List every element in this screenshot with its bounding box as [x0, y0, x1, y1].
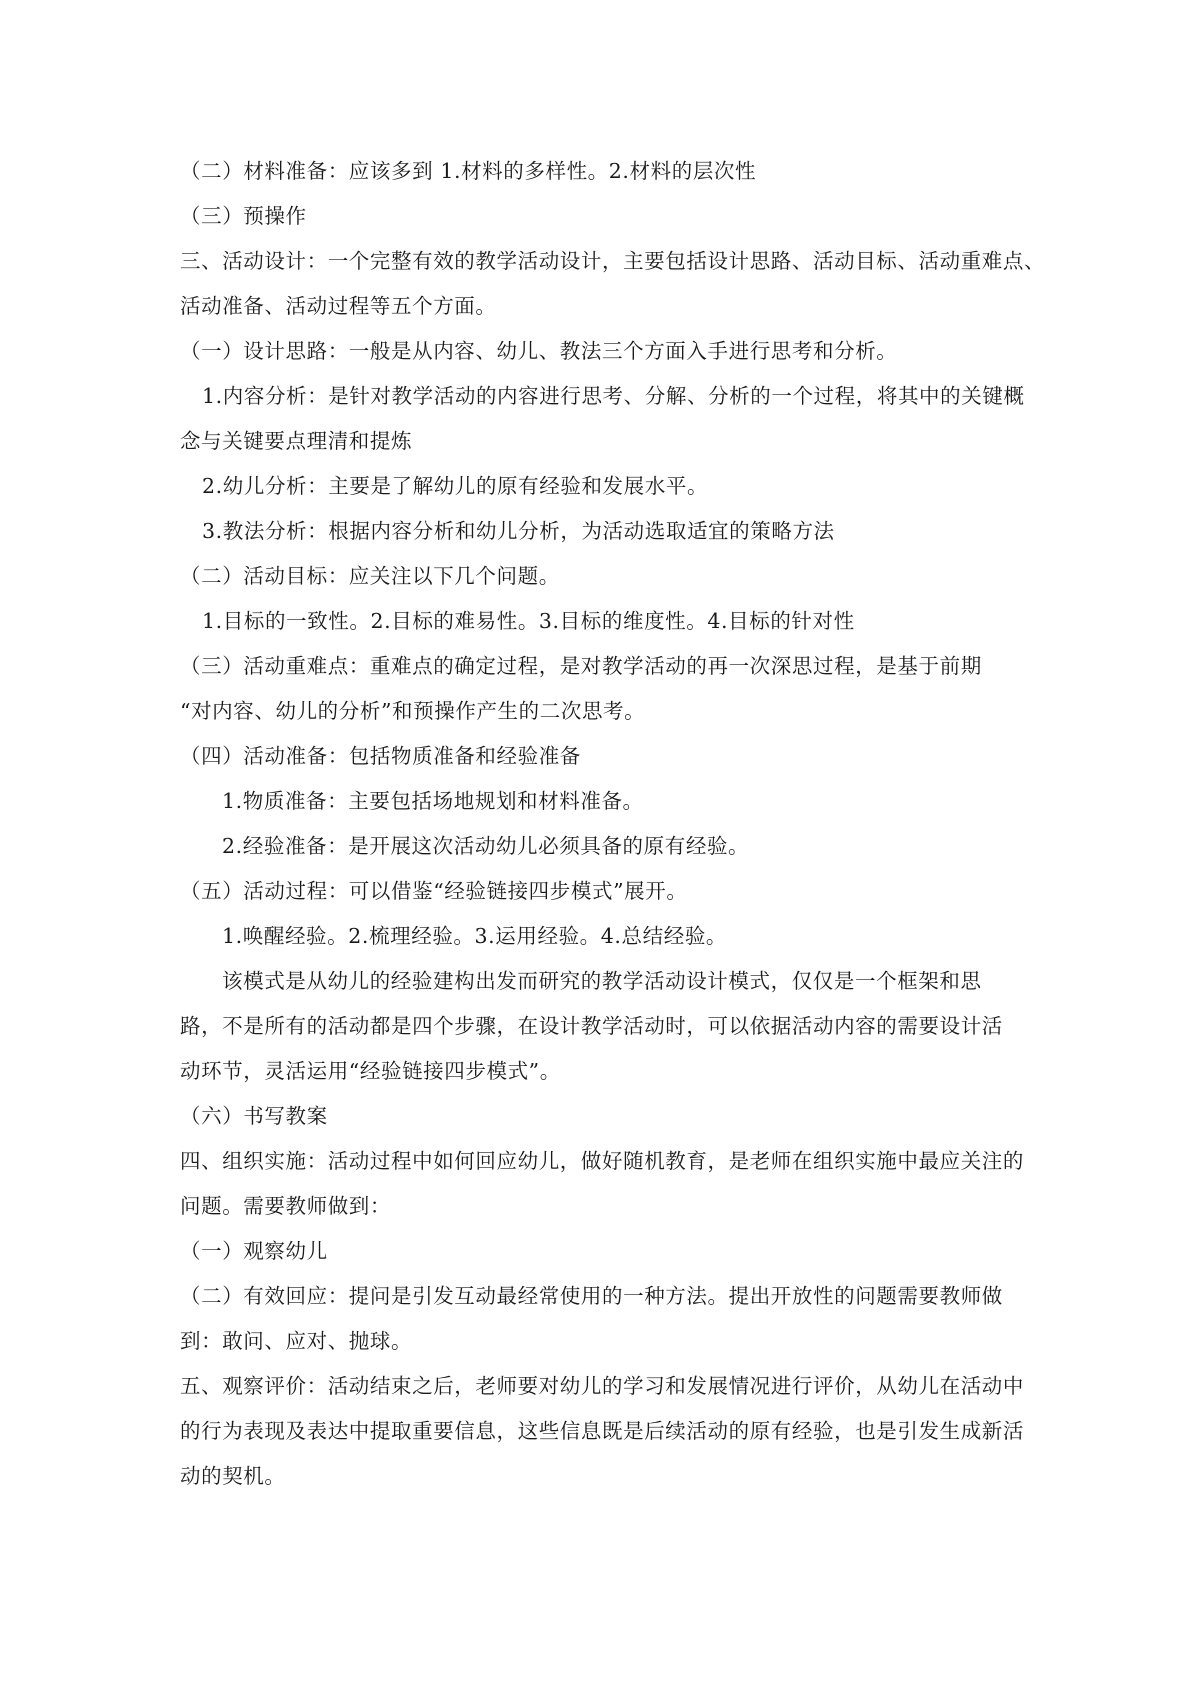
text-line: 1.内容分析：是针对教学活动的内容进行思考、分解、分析的一个过程，将其中的关键概	[202, 384, 1025, 408]
text-line: （四）活动准备：包括物质准备和经验准备	[180, 744, 581, 768]
text-line: 三、活动设计：一个完整有效的教学活动设计，主要包括设计思路、活动目标、活动重难点、	[180, 249, 1046, 273]
text-line: （二）有效回应：提问是引发互动最经常使用的一种方法。提出开放性的问题需要教师做	[180, 1284, 1003, 1308]
text-line: 五、观察评价：活动结束之后，老师要对幼儿的学习和发展情况进行评价，从幼儿在活动中	[180, 1374, 1024, 1398]
text-line: 路，不是所有的活动都是四个步骤，在设计教学活动时，可以依据活动内容的需要设计活	[180, 1014, 1003, 1038]
text-line: 2.幼儿分析：主要是了解幼儿的原有经验和发展水平。	[202, 474, 709, 498]
text-line: 2.经验准备：是开展这次活动幼儿必须具备的原有经验。	[222, 834, 750, 858]
text-line: 1.物质准备：主要包括场地规划和材料准备。	[222, 789, 644, 813]
text-line: “对内容、幼儿的分析”和预操作产生的二次思考。	[180, 699, 646, 723]
text-line: （三）预操作	[180, 204, 307, 228]
text-line: 到：敢问、应对、抛球。	[180, 1329, 413, 1353]
text-line: （三）活动重难点：重难点的确定过程，是对教学活动的再一次深思过程，是基于前期	[180, 654, 982, 678]
text-line: 问题。需要教师做到：	[180, 1194, 391, 1218]
text-line: （二）材料准备：应该多到 1.材料的多样性。2.材料的层次性	[180, 159, 757, 183]
text-line: 3.教法分析：根据内容分析和幼儿分析，为活动选取适宜的策略方法	[202, 519, 835, 543]
text-line: 动环节，灵活运用“经验链接四步模式”。	[180, 1059, 561, 1083]
text-line: （五）活动过程：可以借鉴“经验链接四步模式”展开。	[180, 879, 688, 903]
text-line: （六）书写教案	[180, 1104, 328, 1128]
text-line: 四、组织实施：活动过程中如何回应幼儿，做好随机教育，是老师在组织实施中最应关注的	[180, 1149, 1024, 1173]
text-line: （一）设计思路：一般是从内容、幼儿、教法三个方面入手进行思考和分析。	[180, 339, 898, 363]
text-line: 该模式是从幼儿的经验建构出发而研究的教学活动设计模式，仅仅是一个框架和思	[222, 969, 982, 993]
text-line: （一）观察幼儿	[180, 1239, 328, 1263]
text-line: 活动准备、活动过程等五个方面。	[180, 294, 497, 318]
text-line: （二）活动目标：应关注以下几个问题。	[180, 564, 560, 588]
text-line: 动的契机。	[180, 1464, 286, 1488]
text-line: 1.目标的一致性。2.目标的难易性。3.目标的维度性。4.目标的针对性	[202, 609, 855, 633]
text-line: 1.唤醒经验。2.梳理经验。3.运用经验。4.总结经验。	[222, 924, 728, 948]
text-line: 的行为表现及表达中提取重要信息，这些信息既是后续活动的原有经验，也是引发生成新活	[180, 1419, 1024, 1443]
text-line: 念与关键要点理清和提炼	[180, 429, 413, 453]
